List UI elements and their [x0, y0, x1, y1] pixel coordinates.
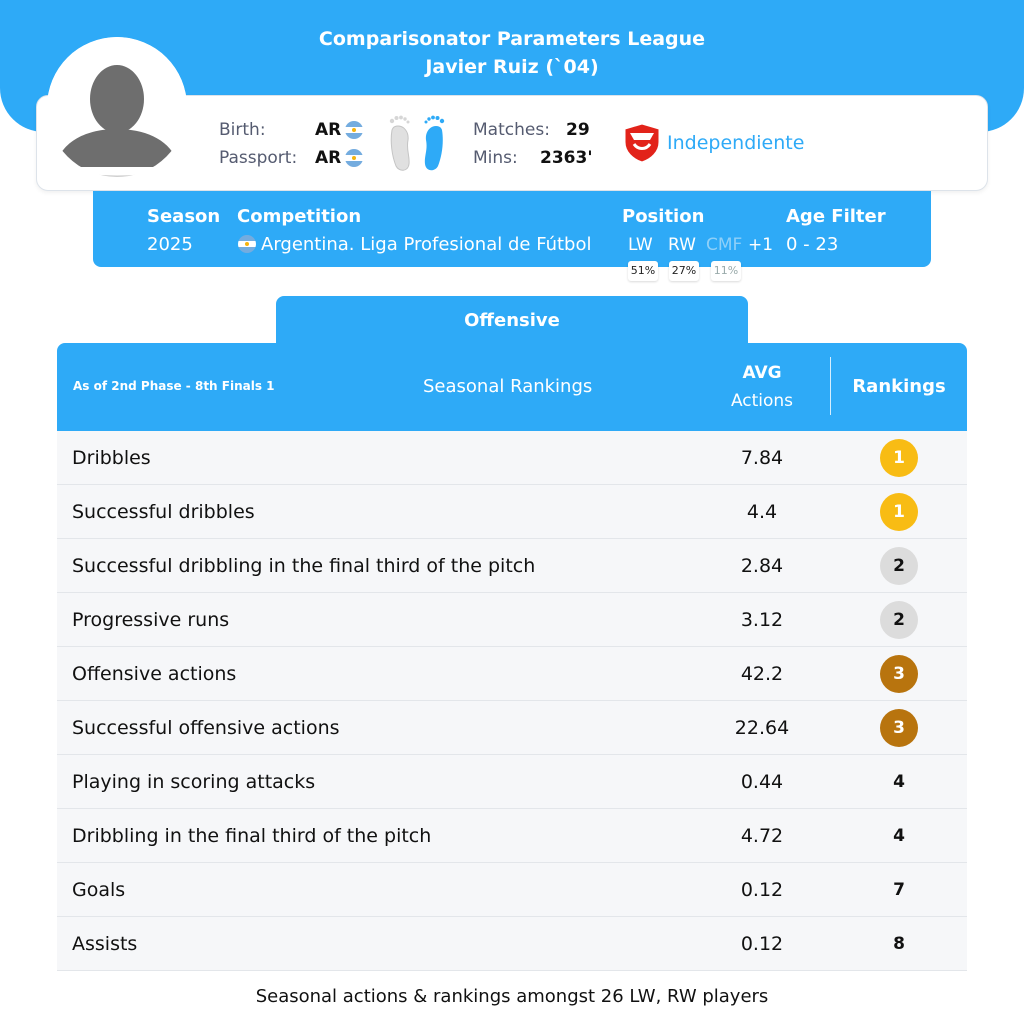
table-row: [57, 863, 967, 917]
season-value[interactable]: 2025: [147, 234, 193, 255]
avatar: [47, 37, 187, 177]
rank-badge: 1: [880, 439, 918, 477]
competition-value[interactable]: Argentina. Liga Profesional de Fútbol: [261, 234, 592, 255]
table-row: [57, 485, 967, 539]
metric-avg: 42.2: [740, 663, 784, 685]
metric-avg: 0.44: [740, 771, 784, 793]
position-cmf[interactable]: CMF: [706, 235, 743, 255]
argentina-flag-icon: [345, 121, 363, 139]
league-title: Comparisonator Parameters League: [318, 28, 706, 50]
metric-label: Assists: [72, 933, 138, 955]
position-rw-pct: 27%: [669, 261, 699, 281]
rank-badge: 4: [893, 772, 905, 792]
age-filter-value[interactable]: 0 - 23: [786, 234, 839, 255]
metric-avg: 4.72: [740, 825, 784, 847]
rank-badge: 8: [893, 934, 905, 954]
metric-label: Successful dribbling in the final third of the pitch: [72, 555, 536, 577]
metric-label: Successful dribbles: [72, 501, 255, 523]
filter-bar: [93, 191, 931, 267]
birth-label: Birth:: [219, 120, 266, 140]
club-name[interactable]: Independiente: [667, 132, 805, 154]
position-lw[interactable]: LW: [628, 235, 653, 255]
passport-label: Passport:: [219, 148, 298, 168]
metric-avg: 4.4: [746, 501, 778, 523]
mins-label: Mins:: [473, 148, 518, 168]
metric-avg: 3.12: [740, 609, 784, 631]
footer-note: Seasonal actions & rankings amongst 26 LW, RW players: [255, 986, 769, 1007]
table-row: [57, 917, 967, 971]
rank-badge: 3: [880, 655, 918, 693]
position-lw-pct: 51%: [628, 261, 658, 281]
metric-avg: 2.84: [740, 555, 784, 577]
rank-badge: 1: [880, 493, 918, 531]
matches-label: Matches:: [473, 120, 550, 140]
table-header: [57, 343, 967, 431]
phase-label: As of 2nd Phase - 8th Finals 1: [73, 379, 275, 393]
table-row: [57, 755, 967, 809]
metric-label: Progressive runs: [72, 609, 230, 631]
metric-avg: 7.84: [740, 447, 784, 469]
matches-value: 29: [566, 120, 590, 140]
mins-value: 2363': [540, 148, 593, 168]
table-row: [57, 539, 967, 593]
metric-label: Offensive actions: [72, 663, 237, 685]
metric-label: Dribbling in the final third of the pitch: [72, 825, 432, 847]
metric-avg: 22.64: [734, 717, 790, 739]
avg-column-header: AVG: [742, 363, 782, 383]
metric-label: Playing in scoring attacks: [72, 771, 316, 793]
avatar-placeholder-icon: [47, 37, 187, 177]
rank-badge: 2: [880, 601, 918, 639]
argentina-flag-icon: [345, 149, 363, 167]
rankings-table: [57, 431, 967, 971]
club-crest-icon: [622, 122, 662, 164]
age-filter-label: Age Filter: [786, 206, 886, 227]
birth-value: AR: [315, 120, 342, 140]
argentina-flag-icon: [238, 235, 256, 253]
metric-label: Goals: [72, 879, 126, 901]
metric-label: Successful offensive actions: [72, 717, 340, 739]
rankings-column-header: Rankings: [852, 376, 946, 397]
table-row: [57, 593, 967, 647]
table-row: [57, 431, 967, 485]
tab-offensive[interactable]: Offensive: [276, 296, 748, 346]
position-cmf-pct: 11%: [711, 261, 741, 281]
rank-badge: 4: [893, 826, 905, 846]
table-row: [57, 647, 967, 701]
competition-label: Competition: [237, 206, 362, 227]
season-label: Season: [147, 206, 221, 227]
position-more[interactable]: +1: [748, 235, 774, 255]
table-title: Seasonal Rankings: [423, 376, 593, 397]
rank-badge: 2: [880, 547, 918, 585]
actions-column-header: Actions: [730, 391, 794, 411]
metric-avg: 0.12: [740, 933, 784, 955]
position-rw[interactable]: RW: [668, 235, 696, 255]
header-divider: [830, 357, 831, 415]
passport-value: AR: [315, 148, 342, 168]
table-row: [57, 701, 967, 755]
player-title: Javier Ruiz (`04): [425, 56, 599, 78]
feet-icon: [386, 112, 448, 174]
metric-avg: 0.12: [740, 879, 784, 901]
metric-label: Dribbles: [72, 447, 151, 469]
position-label: Position: [622, 206, 705, 227]
table-row: [57, 809, 967, 863]
rank-badge: 3: [880, 709, 918, 747]
rank-badge: 7: [893, 880, 905, 900]
